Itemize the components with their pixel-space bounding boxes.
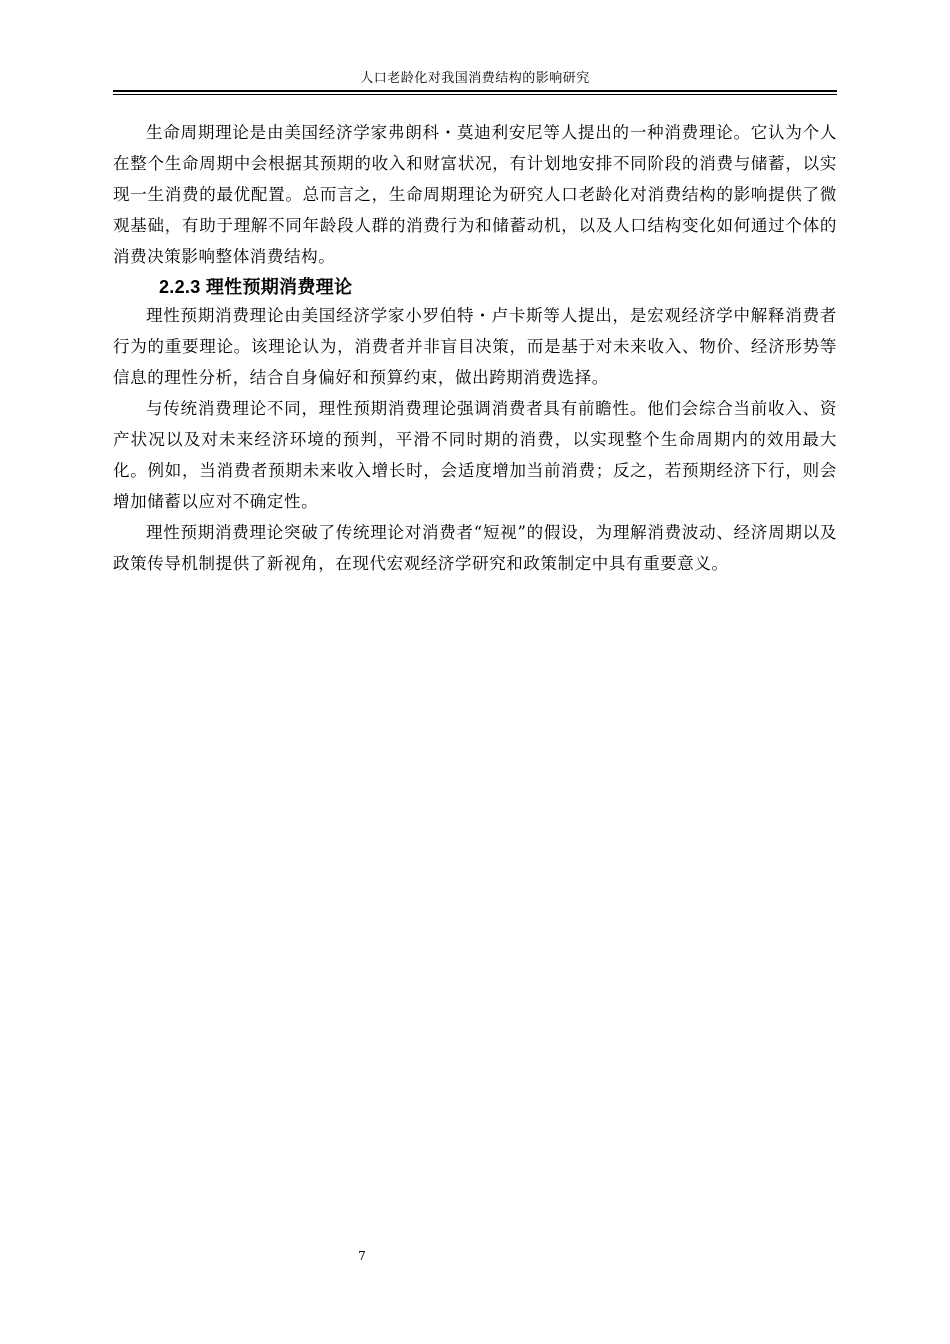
section-title: 理性预期消费理论	[205, 277, 353, 297]
header-rule-thin	[113, 94, 837, 95]
running-header-title: 人口老龄化对我国消费结构的影响研究	[360, 71, 590, 86]
header-rule-thick	[113, 90, 837, 92]
paragraph-rational-expectations-intro: 理性预期消费理论由美国经济学家小罗伯特・卢卡斯等人提出，是宏观经济学中解释消费者行为的重要理论。该理论认为，消费者并非盲目决策，而是基于对未来收入、物价、经济形势等信息的理性分析，结合自身偏好和预算约束，做出跨期消费选择。	[113, 306, 837, 387]
paragraph-rational-expectations-comparison: 与传统消费理论不同，理性预期消费理论强调消费者具有前瞻性。他们会综合当前收入、资产状况以及对未来经济环境的预判，平滑不同时期的消费，以实现整个生命周期内的效用最大化。例如，当消费者预期未来收入增长时，会适度增加当前消费；反之，若预期经济下行，则会增加储蓄以应对不确定性。	[113, 399, 837, 511]
paragraph-life-cycle-theory: 生命周期理论是由美国经济学家弗朗科・莫迪利安尼等人提出的一种消费理论。它认为个人在整个生命周期中会根据其预期的收入和财富状况，有计划地安排不同阶段的消费与储蓄，以实现一生消费的最优配置。总而言之，生命周期理论为研究人口老龄化对消费结构的影响提供了微观基础，有助于理解不同年龄段人群的消费行为和储蓄动机，以及人口结构变化如何通过个体的消费决策影响整体消费结构。	[113, 123, 837, 266]
body-text	[113, 117, 837, 579]
section-heading	[113, 274, 837, 300]
paragraph-rational-expectations-significance: 理性预期消费理论突破了传统理论对消费者“短视”的假设，为理解消费波动、经济周期以及政策传导机制提供了新视角，在现代宏观经济学研究和政策制定中具有重要意义。	[113, 523, 837, 573]
section-number: 2.2.3	[159, 277, 201, 297]
page-number: 7	[358, 1249, 366, 1263]
